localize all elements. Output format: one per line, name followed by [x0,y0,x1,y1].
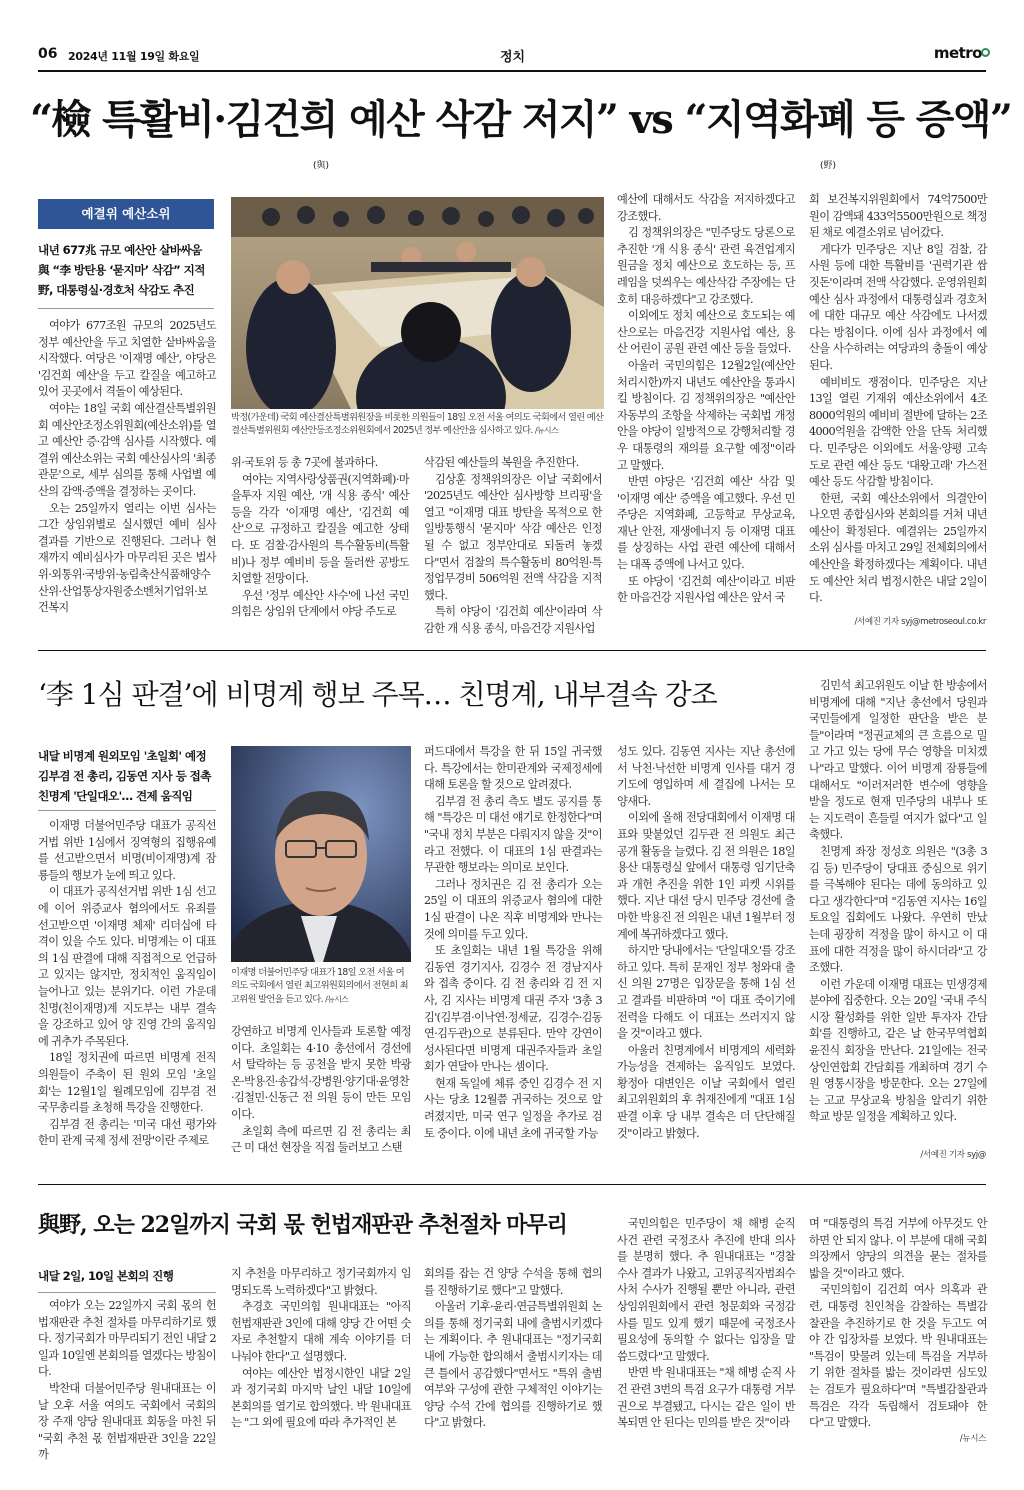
meeting-room-image [231,197,604,409]
paragraph: 이외에 올해 전당대회에서 이재명 대표와 맞붙었던 김두관 전 의원도 최근 공개 활동을 늘렸다. 김 전 의원은 18일 용산 대통령실 앞에서 대통령 임기단축과 개헌 추진을 위한 1인 피켓 시위를 했다. 지난 대선 당시 민주당 경선에 출마한 박용진 전 의원은 내년 1월부터 정계에 복귀하겠다고 했다. [617,811,795,941]
article1-column-1 [38,318,216,617]
paragraph: 하지만 당내에서는 '단일대오'를 강조하고 있다. 특히 문재인 정부 청와대 출신 의원 27명은 입장문을 통해 1심 선고 결과를 비판하며 "이 대표 죽이기에 전력을 다해도 이 대표는 쓰러지지 않을 것"이라고 했다. [617,944,795,1041]
paragraph: 김민석 최고위원도 이날 한 방송에서 비명계에 대해 "지난 총선에서 당원과 국민들에게 일정한 판단을 받은 분들"이라며 "정권교체의 큰 흐름으로 밀고 가고 있는 당에 무슨 영향을 미치겠나"라고 말했다. 이어 비명계 잠룡들에 대해서도 "이러저러한 변수에 영향을 받을 정도로 현재 민주당의 내부나 또는 지도력이 흔들릴 여지가 없다"고 일축했다. [809,679,987,842]
paragraph: 회의를 잡는 건 양당 수석을 통해 협의를 진행하기로 했다"고 말했다. [424,1267,602,1297]
article2-byline: /서예진 기자 syj@ [920,1150,986,1160]
paragraph: 반면 박 원내대표는 "채 해병 순직 사건 관련 3번의 특검 요구가 대통령 거부권으로 부결됐고, 다시는 같은 일이 반복되면 안 된다는 민의를 받은 것"이라 [617,1366,795,1430]
article2-column-3 [424,744,602,1142]
paragraph: 추경호 국민의힘 원내대표는 "아직 헌법재판관 3인에 대해 양당 간 어떤 숫자로 추천할지 대해 계속 이야기를 더 나눠야 한다"고 설명했다. [231,1300,411,1363]
paragraph: 김부겸 전 총리는 '미국 대선 평가와 한미 관계 국제 정세 전망'이란 주제로 [38,1117,216,1148]
article3-credit: /뉴시스 [959,1434,986,1444]
article1-column-2 [231,455,409,621]
section-divider [38,650,986,651]
paragraph: 예산에 대해서도 삭감을 저지하겠다고 강조했다. [617,193,795,223]
paragraph: 삭감된 예산들의 복원을 추진한다. [424,456,579,469]
label-opposition-party: (野) [820,161,837,171]
subhead-line: 내년 677兆 규모 예산안 살바싸움 [38,243,202,257]
page-date: 2024년 11월 19일 화요일 [68,50,200,63]
paragraph: 이재명 더불어민주당 대표가 공직선거법 위반 1심에서 징역형의 집행유예를 선고받으면서 비명(비이재명)계 잠룡들의 행보가 눈에 띄고 있다. [38,819,216,882]
subhead-line: 내달 비명계 원외모임 '초일회' 예정 [38,749,207,763]
article1-byline: /서예진 기자 syj@metroseoul.co.kr [854,617,986,627]
article1-section-tag: 예결위 예산소위 [38,199,214,229]
article2-headline: ‘李 1심 판결’에 비명계 행보 주목… 친명계, 내부결속 강조 [38,678,717,711]
paragraph: 여야는 예산안 법정시한인 내달 2일과 정기국회 마지막 날인 내달 10일에 본회의를 열기로 합의했다. 박 원내대표는 "그 외에 필요에 따라 추가적인 본 [231,1366,411,1430]
paragraph: 18일 정치권에 따르면 비명계 전직 의원들이 주축이 된 원외 모임 '초일회'는 12월1일 월례모임에 김부겸 전 국무총리를 초청해 특강을 진행한다. [38,1051,216,1115]
subhead-line: 與 “李 방탄용 ‘묻지마’ 삭감” 지적 [38,263,205,277]
paragraph: 이외에도 정치 예산으로 호도되는 예산으로는 마음건강 지원사업 예산, 용산 어린이 공원 관련 예산 등을 들었다. [617,309,795,356]
paragraph: 퍼드대에서 특강을 한 뒤 15일 귀국했다. 특강에서는 한미관계와 국제정세에 대해 토론을 할 것으로 알려졌다. [424,745,602,792]
article1-subheads [38,240,223,300]
paragraph: 초일회 측에 따르면 김 전 총리는 최근 미 대선 현장을 직접 둘러보고 스탠 [231,1124,411,1155]
paragraph: 이 대표가 공직선거법 위반 1심 선고에 이어 위증교사 혐의에서도 유죄를 선고받으면 '이재명 체제' 리더십에 타격이 있을 수도 있다. 비명계는 이 대표의 1심 판결에 대해 직접적으로 언급하고 있지는 않지만, 정치적인 움직임이 늘어나고 있는 분위기다. 이런 가운데 친명(친이재명)계 지도부는 내부 결속을 강조하고 있어 양 진영 간의 움직임에 귀추가 주목된다. [38,885,216,1048]
paragraph: 현재 독일에 체류 중인 김경수 전 지사는 당초 12월쯤 귀국하는 것으로 알려졌지만, 미국 연구 일정을 추가로 검토 중이다. 이에 내년 초에 귀국할 가능 [424,1076,602,1140]
article3-subhead: 내달 2일, 10일 본회의 진행 [38,1269,174,1283]
paragraph: 며 "대통령의 특검 거부에 아무것도 안 하면 안 되지 않나. 이 부분에 대해 국회 의장께서 양당의 의견을 묻는 절차를 밟을 것"이라고 했다. [809,1217,987,1280]
paragraph: 게다가 민주당은 지난 8일 검찰, 감사원 등에 대한 특활비를 '권력기관 쌈짓돈'이라며 전액 삭감했다. 운영위원회 예산 심사 과정에서 대통령실과 경호처에 대한 대규모 예산 삭감에도 나서겠다는 방침이다. 이에 심사 과정에서 예산을 사수하려는 여당과의 충돌이 예상된다. [809,242,987,372]
paragraph: 아울러 친명계에서 비명계의 세력화 가능성을 견제하는 움직임도 보였다. 황정아 대변인은 이날 국회에서 열린 최고위원회의 후 취재진에게 "대표 1심 판결 이후 당 내부 결속은 더 단단해질 것"이라고 밝혔다. [617,1043,795,1140]
article1-photo [231,197,604,409]
paragraph: 회 보건복지위원회에서 74억7500만 원이 감액돼 433억5500만원으로 책정된 채로 예결소위로 넘어갔다. [809,193,987,240]
paragraph: 위·국토위 등 총 7곳에 불과하다. [231,456,378,469]
article3-column-4 [617,1216,795,1432]
section-divider [38,1184,986,1185]
paragraph: 김상훈 정책위의장은 이날 국회에서 '2025년도 예산안 심사방향 브리핑'을 열고 "이재명 대표 방탄을 목적으로 한 일방통행식 '묻지마' 삭감 예산은 인정될 수 없고 정부안대로 되돌려 놓겠다"면서 검찰의 특수활동비 80억원·특정업무경비 506억원 전액 삭감을 지적했다. [424,472,602,602]
article1-column-3 [424,455,602,638]
label-ruling-party: (與) [313,161,330,171]
paragraph: 국민의힘이 김건희 여사 의혹과 관련, 대통령 친인척을 감찰하는 특별감찰관을 추진하기로 한 것을 두고도 여야 간 입장차를 보였다. 박 원내대표는 "특검이 맞물려 있는데 특검을 거부하기 위한 절차를 밟는 것이라면 심도있는 검토가 필요하다"며 "특별감찰관과 특검은 각각 독립해서 검토돼야 한다"고 말했다. [809,1283,987,1430]
paragraph: 또 야당이 '김건희 예산'이라고 비판한 마음건강 지원사업 예산은 앞서 국 [617,574,795,605]
paragraph: 한편, 국회 예산소위에서 의결안이 나오면 종합심사와 본회의를 거쳐 내년 예산이 확정된다. 예결위는 25일까지 소위 심사를 마치고 29일 전체회의에서 예산안을 확정하겠다는 계획이다. 내년도 예산안 처리 법정시한은 내달 2일이다. [809,491,987,605]
subhead-line: 野, 대통령실·경호처 삭감도 추진 [38,283,195,297]
paragraph: 성도 있다. 김동연 지사는 지난 총선에서 낙천·낙선한 비명계 인사를 대거 경기도에 영입하며 세 결집에 나서는 모양새다. [617,745,795,808]
article2-column-2 [231,1024,411,1157]
article2-column-1 [38,818,216,1150]
paragraph: 김 정책위의장은 "민주당도 당론으로 추진한 '개 식용 종식' 관련 육견업계지원금을 정치 예산으로 호도하는 등, 프레임을 덧씌우는 예산삭감 주장에는 단호히 대응하겠다"고 강조했다. [617,226,795,306]
header-rule [38,70,986,72]
article2-column-4 [617,744,795,1142]
article2-photo [231,746,411,962]
paragraph: 여야는 18일 국회 예산결산특별위원회 예산안조정소위원회(예산소위)를 열고 예산안 증·감액 심사를 시작했다. 예결위 예산소위는 국회 예산심사의 '최종 관문'으로, 세부 심의를 통해 사업별 예산의 감액·증액을 결정하는 곳이다. [38,401,216,498]
article3-headline: 與野, 오는 22일까지 국회 몫 헌법재판관 추천절차 마무리 [38,1212,567,1238]
paragraph: 박찬대 더불어민주당 원내대표는 이날 오후 서울 여의도 국회에서 국회의장 주재 양당 원내대표 회동을 마친 뒤 "국회 추천 몫 헌법재판관 3인을 22일까 [38,1381,216,1462]
article1-column-5 [809,192,987,607]
paragraph: 여야는 지역사랑상품권(지역화폐)·마을투자 지원 예산, '개 식용 종식' 예산 등을 각각 '이재명 예산', '김건희 예산'으로 규정하고 칼질을 예고한 상태다. 또 검찰·감사원의 특수활동비(특활비)나 정부 예비비 등을 둘러싼 공방도 치열할 전망이다. [231,472,409,586]
paragraph: 강연하고 비명계 인사들과 토론할 예정이다. 초일회는 4·10 총선에서 경선에서 탈락하는 등 공천을 받지 못한 박광온·박용진·송갑석·강병원·양기대·윤영찬·김철민·신동근 전 의원 등이 만든 모임이다. [231,1025,411,1121]
portrait-image [231,746,411,962]
article1-headline: “檢 특활비·김건희 예산 삭감 저지” vs “지역화폐 등 증액” [30,96,1012,143]
section-name: 정치 [500,50,526,65]
paragraph: 이런 가운데 이재명 대표는 민생경제 분야에 집중한다. 오는 20일 '국내 주식시장 활성화를 위한 일반 투자자 간담회'를 진행하고, 같은 날 한국무역협회 윤진식 회장을 만난다. 21일에는 전국상인연합회 간담회를 개최하며 경기 수원 영통시장을 방문한다. 오는 27일에는 고교 무상교육 방침을 알리기 위한 학교 방문 일정을 계획하고 있다. [809,977,987,1124]
paragraph: 그러나 정치권은 김 전 총리가 오는 25일 이 대표의 위증교사 혐의에 대한 1심 판결이 나온 직후 비명계와 만나는 것에 의미를 두고 있다. [424,877,602,941]
photo-credit: /뉴시스 [325,994,349,1004]
article1-photo-caption: 박정(가운데) 국회 예산결산특별위원장을 비롯한 의원들이 18일 오전 서울 여의도 국회에서 열린 예산결산특별위원회 예산안등조정소위원회에서 2025년 정부 예산안을 심사하고 있다. /뉴시스 [231,412,604,437]
paragraph: 여야가 677조원 규모의 2025년도 정부 예산안을 두고 치열한 샅바싸움을 시작했다. 여당은 '이재명 예산', 야당은 '김건희 예산'을 두고 칼질을 예고하고 있어 곳곳에서 격돌이 예상된다. [38,319,216,399]
paragraph: 여야가 오는 22일까지 국회 몫의 헌법재판관 추천 절차를 마무리하기로 했다. 정기국회가 마무리되기 전인 내달 2일과 10일엔 본회의를 열겠다는 방침이다. [38,1299,216,1379]
paragraph: 김부겸 전 총리 측도 별도 공지를 통해 "특강은 미 대선 얘기로 한정한다"며 "국내 정치 부분은 다뤄지지 않을 것"이라고 전했다. 이 대표의 1심 판결과는 무관한 행보라는 의미로 보인다. [424,794,602,875]
article1-column-4 [617,192,795,607]
article2-subheads [38,746,228,806]
subhead-rule [38,308,214,309]
paragraph: 아울러 국민의힘은 12월2일(예산안 처리시한)까지 내년도 예산안을 통과시킬 방침이다. 김 정책위의장은 "예산안 자동부의 조항을 삭제하는 국회법 개정안을 야당이 일방적으로 강행처리할 경우 대통령의 재의를 요구할 예정"이라고 말했다. [617,358,795,472]
paragraph: 우선 '정부 예산안 사수'에 나선 국민의힘은 상임위 단계에서 야당 주도로 [231,588,409,619]
paragraph: 지 추천을 마무리하고 정기국회까지 임명되도록 노력하겠다"고 밝혔다. [231,1267,411,1297]
paragraph: 국민의힘은 민주당이 채 해병 순직 사건 관련 국정조사 추진에 반대 의사를 분명히 했다. 추 원내대표는 "경찰 수사 결과가 나왔고, 고위공직자범죄수사처 수사가 진행될 뿐만 아니라, 관련 상임위원회에서 관련 청문회와 국정감사를 밀도 있게 했기 때문에 국정조사 필요성에 동의할 수 없다는 입장을 말씀드렸다"고 말했다. [617,1217,795,1363]
paragraph: 반면 야당은 '김건희 예산' 삭감 및 '이재명 예산' 증액을 예고했다. 우선 민주당은 지역화폐, 고등학교 무상교육, 재난 안전, 재생에너지 등 이재명 대표를 상징하는 사업 관련 예산에 대해서는 대폭 증액에 나서고 있다. [617,475,795,572]
article3-column-3 [424,1266,602,1432]
metro-logo: metro [933,44,982,62]
subhead-line: 김부겸 전 총리, 김동연 지사 등 접촉 [38,769,211,783]
article3-column-2 [231,1266,411,1432]
subhead-rule [38,1292,216,1293]
article3-column-1 [38,1298,216,1464]
page-header [38,44,986,70]
paragraph: 친명계 좌장 정성호 의원은 "(3총 3김 등) 민주당이 당대표 중심으로 위기를 극복해야 된다는 데에 동의하고 있다고 생각한다"며 "김동연 지사는 16일 토요일 집회에도 나왔다. 우연히 만났는데 굉장히 걱정을 많이 하시고 이 대표에 대한 걱정을 많이 하시더라"고 강조했다. [809,844,987,975]
paragraph: 아울러 기후·윤리·연금특별위원회 논의를 통해 정기국회 내에 출범시키겠다는 계획이다. 추 원내대표는 "정기국회 내에 가능한 합의해서 출범시키자는 데 큰 틀에서 공감했다"면서도 "특위 출범 여부와 구성에 관한 구체적인 이야기는 양당 수석 간에 협의를 진행하기로 했다"고 밝혔다. [424,1300,602,1430]
page-number: 06 [38,46,58,62]
paragraph: 또 초일회는 내년 1월 특강을 위해 김동연 경기지사, 김경수 전 경남지사와 접촉 중이다. 김 전 총리와 김 전 지사, 김 지사는 비명계 대권 주자 '3총 3김'(김부겸·이낙연·정세균, 김경수·김동연·김두관)으로 분류된다. 만약 강연이 성사된다면 비명계 대권주자들과 초일회가 연달아 만나는 셈이다. [424,944,602,1074]
paragraph: 오는 25일까지 열리는 이번 심사는 그간 상임위별로 실시했던 예비 심사 결과를 기반으로 진행된다. 그러나 현재까지 예비심사가 마무리된 곳은 법사위·외통위·국방위·농림축산식품해양수산위·산업통상자원중소벤처기업위·보건복지 [38,501,216,615]
logo-ring-icon [981,48,990,57]
article3-column-5 [809,1216,987,1432]
subhead-line: 친명계 '단일대오'… 견제 움직임 [38,789,193,803]
subhead-rule [38,810,216,811]
article2-photo-caption: 이재명 더불어민주당 대표가 18일 오전 서울 여의도 국회에서 열린 최고위원회의에서 전현희 최고위원 발언을 듣고 있다. /뉴시스 [231,967,408,1005]
paragraph: 예비비도 쟁점이다. 민주당은 지난 13일 열린 기재위 예산소위에서 4조8000억원의 예비비 절반에 달하는 2조4000억원을 감액한 안을 단독 처리했다. 민주당은 이외에도 서울·양평 고속도로 관련 예산 등도 '대왕고래' 가스전 예산 등도 삭감할 방침이다. [809,375,987,489]
photo-credit: /뉴시스 [534,426,558,436]
paragraph: 특히 야당이 '김건희 예산'이라며 삭감한 개 식용 종식, 마음건강 지원사업 [424,605,602,635]
article2-column-5 [809,678,987,1126]
